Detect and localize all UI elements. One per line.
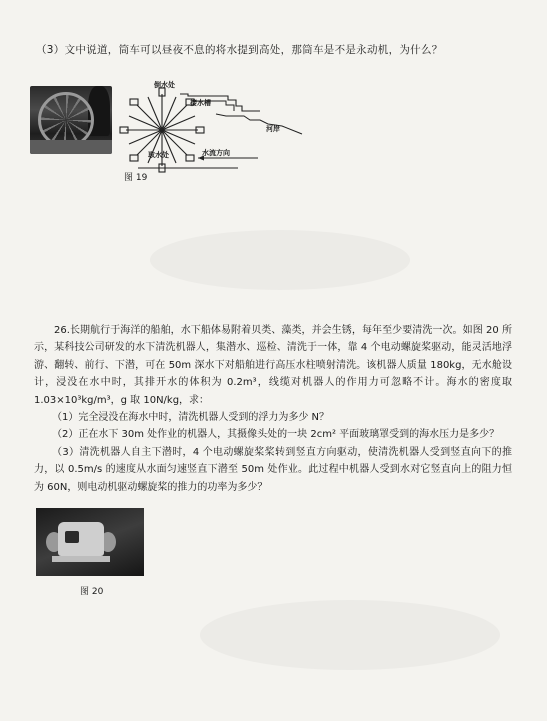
label-trough: 接水槽 [190,99,211,107]
waterwheel-diagram [118,80,338,180]
question-26-part-2: （2）正在水下 30m 处作业的机器人，其摄像头处的一块 2cm² 平面玻璃罩受到的海水压力是多少？ [52,429,500,441]
question-26-stem: 26.长期航行于海洋的船舶，水下船体易附着贝类、藻类，并会生锈，每年至少要清洗一次。如图 20 所示，某科技公司研发的水下清洗机器人，集潜水、巡检、清洗于一体，靠 4 个电动螺旋桨驱动，能灵活地浮游、翻转、前行、下潜，可在 50m 深水下对船舶进行高压水柱喷射清洗。该机器人质量 180kg，无水舱设计，浸没在水中时，其排开水的体积为 0.2m³，线缆对机器人的作用力可忽略不计。海水的密度取 1.03×10³kg/m³，g 取 10N/kg，求： [34,325,512,406]
label-river-bank: 河岸 [266,125,280,133]
figure-19-caption: 图 19 [124,173,148,183]
scan-smudge [150,230,410,290]
waterwheel-photo [30,86,112,154]
cleaning-robot-photo [36,508,144,576]
waterwheel-diagram-svg [118,80,338,180]
question-26-part-3: （3）清洗机器人自主下潜时，4 个电动螺旋桨桨转到竖直方向驱动，使清洗机器人受到竖直向下的推力，以 0.5m/s 的速度从水面匀速竖直下潜至 50m 处作业。此过程中机器人受到水对它竖直向上的阻力恒为 60N，则电动机驱动螺旋桨的推力的功率为多少？ [34,446,512,493]
question-26 [34,322,512,496]
label-pour-point: 倒水处 [154,81,175,89]
figure-20-caption: 图 20 [80,587,104,597]
scan-smudge [200,600,500,670]
question-3: （3）文中说道，筒车可以昼夜不息的将水提到高处，那筒车是不是永动机，为什么？ [36,44,443,56]
label-flow-direction: 水流方向 [202,149,230,157]
label-intake: 取水处 [148,151,169,159]
question-26-part-1: （1）完全浸没在海水中时，清洗机器人受到的浮力为多少 N？ [52,412,330,424]
